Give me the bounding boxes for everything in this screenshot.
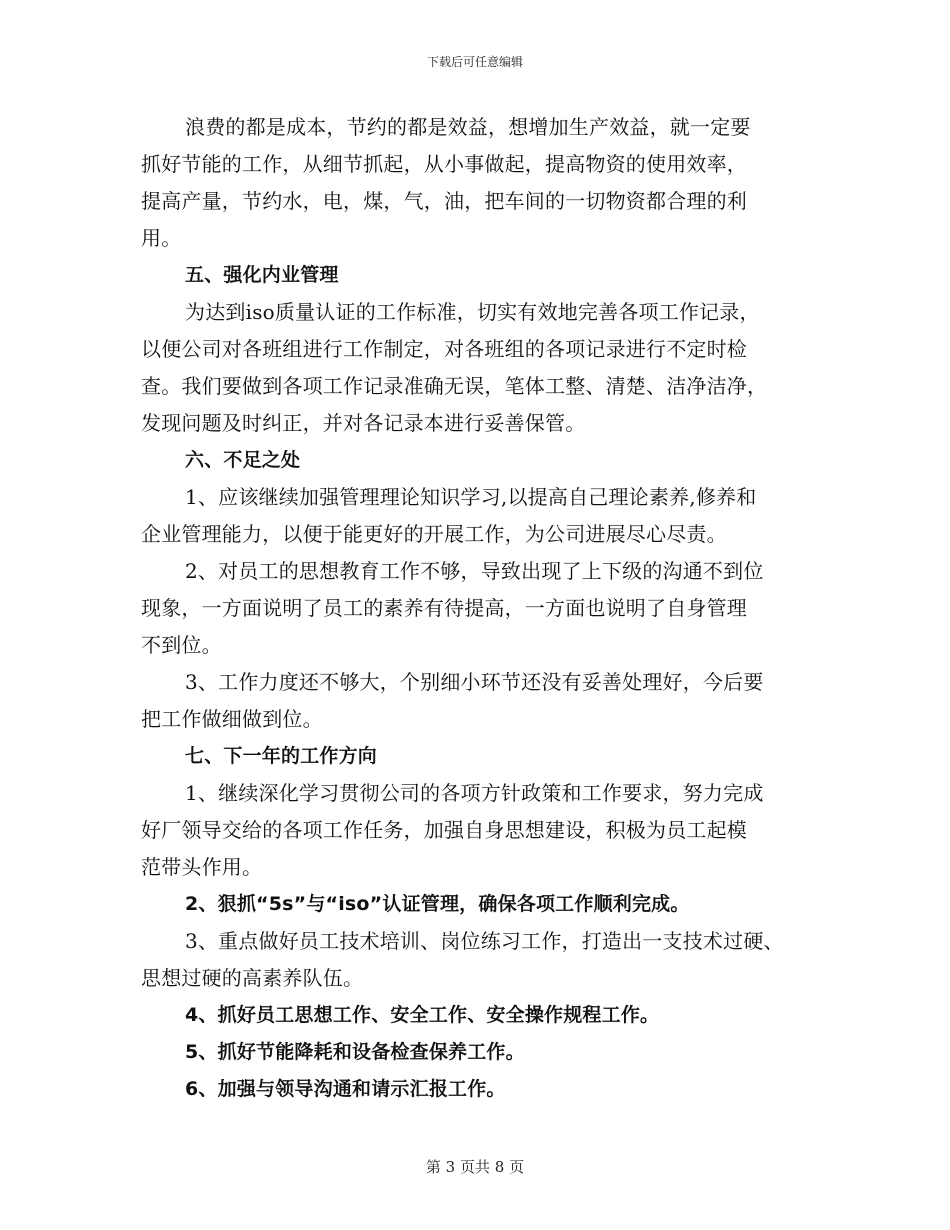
text-line: 查。我们要做到各项工作记录准确无误，笔体工整、清楚、洁净洁净， bbox=[141, 374, 768, 398]
text-line: 企业管理能力，以便于能更好的开展工作，为公司进展尽心尽责。 bbox=[141, 522, 727, 546]
text-line: 3、工作力度还不够大，个别细小环节还没有妥善处理好，今后要 bbox=[185, 670, 764, 694]
paragraph bbox=[141, 775, 831, 886]
text-line: 不到位。 bbox=[141, 633, 222, 657]
document-body bbox=[141, 109, 831, 1108]
text-line: 浪费的都是成本，节约的都是效益，想增加生产效益，就一定要 bbox=[185, 115, 751, 139]
text-line: 把工作做细做到位。 bbox=[141, 707, 323, 731]
bold-item-5: 5、抓好节能降耗和设备检查保养工作。 bbox=[185, 1041, 525, 1063]
text-line: 3、重点做好员工技术培训、岗位练习工作，打造出一支技术过硬、 bbox=[185, 929, 784, 953]
section-heading-6: 六、不足之处 bbox=[185, 449, 301, 471]
bold-item-2: 2、狠抓“5s”与“iso”认证管理，确保各项工作顺利完成。 bbox=[185, 893, 690, 915]
paragraph bbox=[141, 479, 831, 553]
paragraph bbox=[141, 923, 831, 997]
paragraph bbox=[141, 294, 831, 442]
bold-item-4: 4、抓好员工思想工作、安全工作、安全操作规程工作。 bbox=[185, 1004, 660, 1026]
page-footer: 第 3 页共 8 页 bbox=[425, 1158, 525, 1176]
bold-item-6: 6、加强与领导沟通和请示汇报工作。 bbox=[185, 1078, 506, 1100]
text-line: 1、应该继续加强管理理论知识学习,以提高自己理论素养,修养和 bbox=[185, 485, 757, 509]
paragraph bbox=[141, 553, 831, 664]
text-line: 用。 bbox=[141, 226, 182, 250]
paragraph bbox=[141, 109, 831, 257]
text-line: 为达到iso质量认证的工作标准，切实有效地完善各项工作记录， bbox=[185, 300, 760, 324]
section-heading-7: 七、下一年的工作方向 bbox=[185, 745, 378, 767]
page-header: 下载后可任意编辑 bbox=[426, 55, 523, 69]
paragraph bbox=[141, 664, 831, 738]
text-line: 思想过硬的高素养队伍。 bbox=[141, 966, 364, 990]
text-line: 提高产量，节约水，电，煤，气，油，把车间的一切物资都合理的利 bbox=[141, 189, 747, 213]
text-line: 抓好节能的工作，从细节抓起，从小事做起，提高物资的使用效率， bbox=[141, 152, 747, 176]
text-line: 范带头作用。 bbox=[141, 855, 263, 879]
text-line: 发现问题及时纠正，并对各记录本进行妥善保管。 bbox=[141, 411, 586, 435]
text-line: 1、继续深化学习贯彻公司的各项方针政策和工作要求，努力完成 bbox=[185, 781, 764, 805]
text-line: 现象，一方面说明了员工的素养有待提高，一方面也说明了自身管理 bbox=[141, 596, 747, 620]
section-heading-5: 五、强化内业管理 bbox=[185, 264, 339, 286]
text-line: 好厂领导交给的各项工作任务，加强自身思想建设，积极为员工起模 bbox=[141, 818, 747, 842]
text-line: 以便公司对各班组进行工作制定，对各班组的各项记录进行不定时检 bbox=[141, 337, 747, 361]
text-line: 2、对员工的思想教育工作不够，导致出现了上下级的沟通不到位 bbox=[185, 559, 764, 583]
